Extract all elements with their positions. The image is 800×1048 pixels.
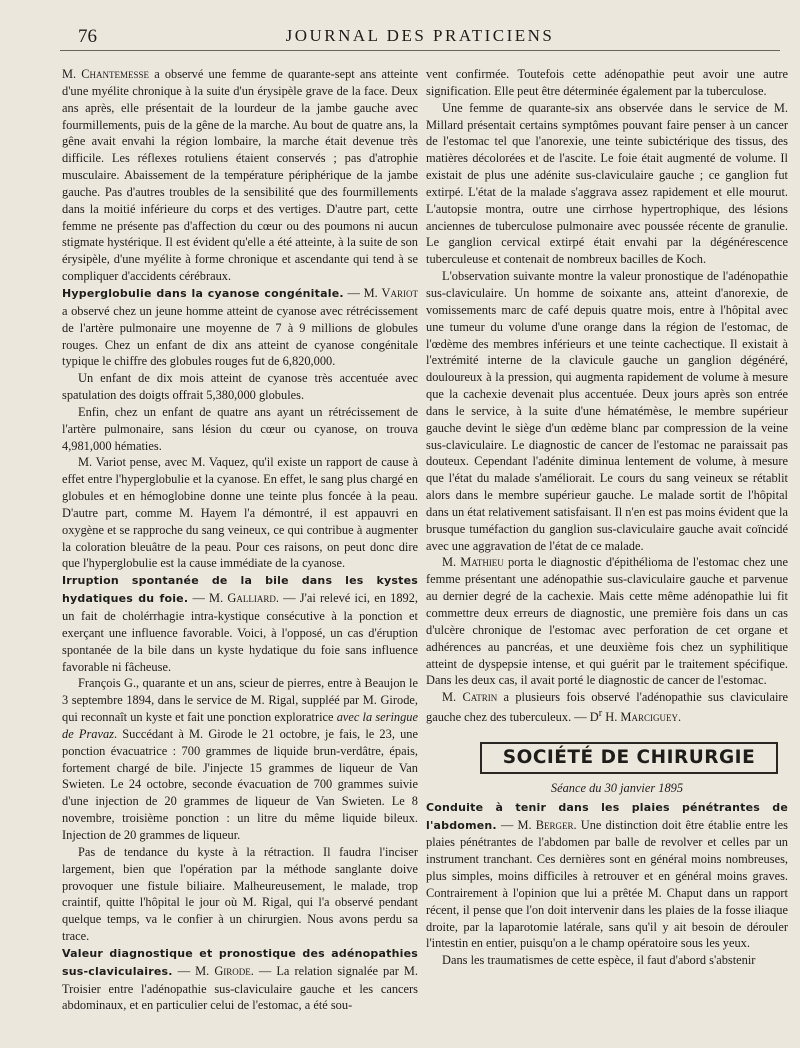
paragraph-chantemesse: M. Chantemesse a observé une femme de quarante-sept ans atteinte d'une myélite chronique à la suite d'un érysipèle grave de la face. Deux ans après, elle présentait de la lourdeur de la jambe gauche avec fourmillements, puis de la gêne de la marche. Au bout de quatre ans, la gêne avait envahi la région lombaire, la marche était devenue très difficile. Les réflexes rotuliens étaient conservés ; pas d'atrophie musculaire. Abaissement de la température périphérique de la jambe gauche. Pas d'autres troubles de la sensibilité que des fourmillements dans la moitié inférieure du corps et des vertiges. D'autre part, cette femme ne présente pas d'affection du cœur ou des poumons ni aucun stigmate hystérique. Il est évident qu'elle a été atteinte, à la suite de son érysipèle, d'une myélite à forme chronique et ascendante qui tend à se compliquer d'accidents cérébraux. [62, 67, 418, 284]
seance-date: Séance du 30 janvier 1895 [550, 780, 684, 795]
author-name: Catrin [462, 690, 498, 705]
page-header [60, 20, 780, 51]
paragraph-adenopathies: Valeur diagnostique et pronostique des adénopathies sus-claviculaires. — M. Girode. — La relation signalée par M. Troisier entre l'adénopathie sus-claviculaire gauche et les cancers abdominaux, et en particulier celui de l'estomac, a été sou- [62, 946, 418, 1013]
paragraph-continuation: vent confirmée. Toutefois cette adénopathie peut avoir une autre signification. Elle peut être déterminée également par la tuberculose. [426, 67, 788, 98]
author-name: Girode [214, 963, 251, 978]
section-rubric: Irruption spontanée de la bile dans les kystes hydatiques du foie. [62, 574, 418, 606]
author-name: Mathieu [460, 555, 504, 570]
paragraph-kystes: Irruption spontanée de la bile dans les kystes hydatiques du foie. — M. Galliard. — J'ai relevé ici, en 1892, un fait de cholérrhagie intra-kystique consécutive à la ponction et exerçant une influence favorable. Voici, à l'opposé, un cas d'éruption spontanée de la bile dans un kyste hydatique du foie sans influence favorable ni fâcheuse. [62, 574, 418, 674]
paragraph-millard: Une femme de quarante-six ans observée dans le service de M. Millard présentait certains symptômes pouvant faire penser à un cancer de l'estomac tel que l'anorexie, une teinte subictérique des tissus, des matières décolorées et de l'ascite. Le foie était augmenté de volume. Il existait de plus une adénite sus-claviculaire gauche ; ce ganglion fut extirpé. L'état de la malade s'aggrava assez rapidement et elle mourut. L'autopsie montra, outre une cirrhose hypertrophique, des lésions anciennes de tuberculose pulmonaire avec poussée récente de granulie. Le ganglion cervical extirpé était envahi par la dégénérescence tuberculeuse et contenait de nombreux bacilles de Koch. [426, 100, 788, 267]
section-rubric: Hyperglobulie dans la cyanose congénitale. [62, 286, 344, 300]
paragraph-catrin: M. Catrin a plusieurs fois observé l'adénopathie sus claviculaire gauche chez des tuberculeux. — $D^r$ H. Marciguey. [426, 690, 788, 725]
right-column [426, 66, 788, 1034]
paragraph-mathieu: M. Mathieu porta le diagnostic d'épithélioma de l'estomac chez une femme présentant une adénopathie sus-claviculaire gauche et parvenue au dernier degré de la cachexie. Mais cette même adénopathie lui fit commettre deux erreurs de diagnostic, une première fois dans un cas d'ulcère chronique de l'estomac avec perforation de cet organe et adhérences au pancréas, et une deuxième fois chez un syphilitique atteint de dyspepsie intense, et qui guérit par le traitement spécifique. Dans les deux cas, il avait porté le diagnostic de cancer de l'estomac. [426, 555, 788, 688]
journal-title: JOURNAL DES PRATICIENS [285, 26, 555, 45]
society-title: SOCIÉTÉ DE CHIRURGIE [480, 742, 778, 774]
paragraph-variot: M. Variot pense, avec M. Vaquez, qu'il existe un rapport de cause à effet entre l'hyperglobulie et la cyanose. En effet, le sang plus chargé en globules et en hémoglobine donne une teinte plus foncée à la peau. D'autre part, comme M. Hayem l'a démontré, il est appauvri en oxygène et se rapproche du sang veineux, ce qui contribue à augmenter la coloration bleuâtre de la peau. Pour ces raisons, on peut donc dire que l'hyperglobulie est la cause immédiate de la cyanose. [62, 455, 418, 571]
section-rubric: Conduite à tenir dans les plaies pénétrantes de l'abdomen. [426, 800, 788, 832]
paragraph-enfant-quatre-ans: Enfin, chez un enfant de quatre ans ayant un rétrécissement de l'artère pulmonaire, sans lésion du cœur ou cyanose, on trouva 4,981,000 hématies. [62, 404, 418, 453]
left-column [62, 66, 418, 1034]
section-rubric: Valeur diagnostique et pronostique des adénopathies sus-claviculaires. [62, 946, 418, 978]
author-name: Chantemesse [81, 67, 150, 81]
author-name: Galliard [227, 591, 276, 606]
author-name: Berger [535, 817, 574, 832]
paragraph-francois: François G., quarante et un ans, scieur de pierres, entre à Beaujon le 3 septembre 1894, dans le service de M. Rigal, suppléé par M. Girode, qui reconnaît un kyste et fait une ponction exploratrice avec la seringue de Pravaz. Succédant à M. Girode le 21 octobre, je fais, le 23, une ponction évacuatrice : 700 grammes de liquide brun-verdâtre, épais, fortement chargé de bile. J'injecte 15 grammes de liqueur de Van Swieten. Le 24 octobre, seconde évacuation de 700 grammes suivie d'une injection de 20 grammes de liqueur de Van Swieten. Le 8 novembre, troisième ponction : un litre du même liquide bileux. Injection de 20 grammes de liqueur. [62, 676, 418, 842]
paragraph-enfant-dix-mois: Un enfant de dix mois atteint de cyanose très accentuée avec spatulation des doigts offrait 5,380,000 globules. [62, 371, 418, 403]
paragraph-traumatismes: Dans les traumatismes de cette espèce, il faut d'abord s'abstenir [442, 953, 756, 968]
author-name: Variot [381, 285, 418, 300]
paragraph-plaies: Conduite à tenir dans les plaies pénétrantes de l'abdomen. — M. Berger. Une distinction doit être établie entre les plaies pénétrantes de l'abdomen par balle de revolver et celles par un instrument tranchant. Ces dernières sont en général moins nombreuses, plus simples, moins difficiles à retrouver et en général moins graves. Contrairement à l'opinion que lui a prêtée M. Chaput dans un rapport récent, il pense que l'on doit intervenir dans les plaies de la fosse iliaque droite, par la laparotomie latérale, sans qu'il y ait besoin de dérouler l'intestin en entier, puisqu'on a le champ opératoire sous les yeux. [426, 800, 788, 951]
page-number: 76 [78, 26, 97, 47]
paragraph-hyperglobulie: Hyperglobulie dans la cyanose congénitale. — M. Variot a observé chez un jeune homme atteint de cyanose avec rétrécissement de l'artère pulmonaire une moyenne de 7 à 9 millions de globules rouges. Chez un enfant de dix ans atteint de cyanose congénitale typique le chiffre des globules rouges fut de 6,820,000. [62, 285, 418, 369]
paragraph-retraction: Pas de tendance du kyste à la rétraction. Il faudra l'inciser largement, bien que l'opération par la méthode sanglante doive provoquer une fistule biliaire. Malheureusement, le malade, trop craintif, quitte l'hôpital le jour où M. Rigal, qui l'a observé pendant quelque temps, va le confier à un chirurgien. Nous avons perdu sa trace. [62, 844, 418, 944]
signature: Marciguey [620, 710, 678, 725]
paragraph-observation: L'observation suivante montre la valeur pronostique de l'adénopathie sus-claviculaire. Un homme de soixante ans, atteint d'anorexie, de vomissements marc de café depuis quatre mois, entre à l'hôpital avec une tumeur du volume d'une orange dans la région de l'estomac, de l'œdème des membres inférieurs et une teinte cachectique. Il existait à l'extrémité interne de la clavicule gauche un ganglion dégénéré, douloureux à la pression, qui augmenta rapidement de volume à mesure que la cachexie devenait plus accentuée. Deux jours après son entrée dans le service, à la suite d'une hématémèse, le membre supérieur gauche devint le siège d'un œdème blanc par compression de la veine sus-claviculaire. Le diagnostic de cancer de l'estomac ne paraissait pas douteux. Cependant l'adénite diminua lentement de volume, à mesure que l'état du malade s'améliorait. Le cours du sang veineux se rétablit alors dans le membre supérieur gauche. Le malade sortit de l'hôpital dans un état relativement satisfaisant. Il n'en est pas moins évident que la brusque tuméfaction du ganglion sus-claviculaire gauche avait coïncidé avec une aggravation de l'état de ce malade. [426, 269, 788, 553]
